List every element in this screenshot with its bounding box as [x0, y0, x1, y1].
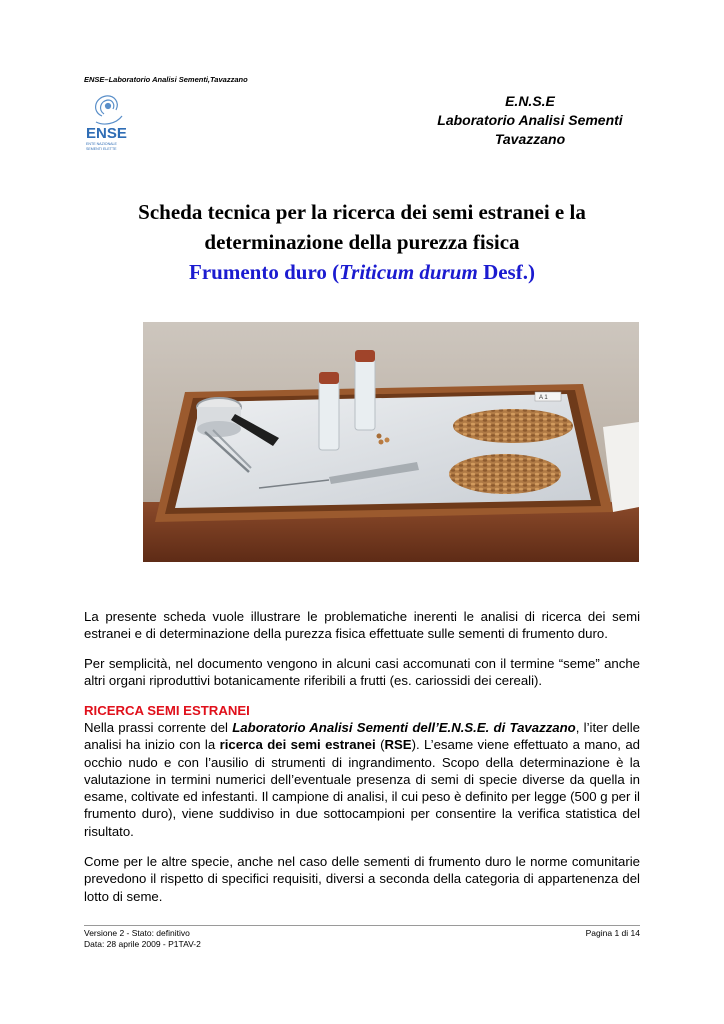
lab-equipment-photo	[143, 322, 639, 562]
section-paragraph: Nella prassi corrente del Laboratorio Analisi Sementi dell’E.N.S.E. di Tavazzano, l’iter delle analisi ha inizio con la ricerca dei semi estranei (RSE). L’esame viene effettuato a mano, ad occhio nudo e con l’ausilio di strumenti di ingrandimento. Scopo della determinazione è la valutazione in termini numerici dell’eventuale presenza di semi di specie diverse da quella in esame, coltivate ed infestanti. Il campione di analisi, il cui peso è definito per legge (500 g per il frumento duro), viene suddiviso in due sottocampioni per consentire la verifica statistica del risultato.	[84, 720, 641, 839]
org-lab: Laboratorio Analisi Sementi	[437, 112, 623, 128]
org-location: Tavazzano	[494, 131, 566, 147]
footer-divider	[84, 925, 640, 926]
svg-text:A 1: A 1	[539, 395, 548, 401]
logo-text: ENSE	[86, 125, 127, 142]
organization-block	[380, 92, 680, 149]
section-heading: RICERCA SEMI ESTRANEI	[84, 703, 250, 718]
intro-paragraph: La presente scheda vuole illustrare le problematiche inerenti le analisi di ricerca dei semi estranei e di determinazione della purezza fisica effettuate sulle sementi di frumento duro.	[84, 609, 640, 642]
svg-text:SEMENTI ELETTE: SEMENTI ELETTE	[86, 147, 117, 151]
title-line-3: Frumento duro (Triticum durum Desf.)	[189, 260, 535, 284]
page-number: Pagina 1 di 14	[585, 928, 640, 938]
org-name: E.N.S.E	[505, 93, 555, 109]
ense-logo	[84, 92, 134, 162]
footer-date: Data: 28 aprile 2009 - P1TAV-2	[84, 939, 201, 949]
footer-left	[84, 928, 201, 950]
document-title	[84, 197, 640, 287]
requirements-paragraph: Come per le altre specie, anche nel caso delle sementi di frumento duro le norme comunitarie prevedono il rispetto di specifici requisiti, diversi a seconda della categoria di appartenenza del lotto di seme.	[84, 854, 640, 904]
simplification-paragraph: Per semplicità, nel documento vengono in alcuni casi accomunati con il termine “seme” anche altri organi riproduttivi botanicamente riferibili a frutti (es. cariossidi dei cereali).	[84, 656, 640, 689]
svg-text:ENTE NAZIONALE: ENTE NAZIONALE	[86, 142, 117, 146]
running-header: ENSE–Laboratorio Analisi Sementi,Tavazzano	[84, 75, 248, 84]
logo-mark-icon	[96, 96, 122, 124]
title-line-1: Scheda tecnica per la ricerca dei semi estranei e la	[138, 200, 586, 224]
footer-version: Versione 2 - Stato: definitivo	[84, 928, 190, 938]
title-line-2: determinazione della purezza fisica	[204, 230, 520, 254]
